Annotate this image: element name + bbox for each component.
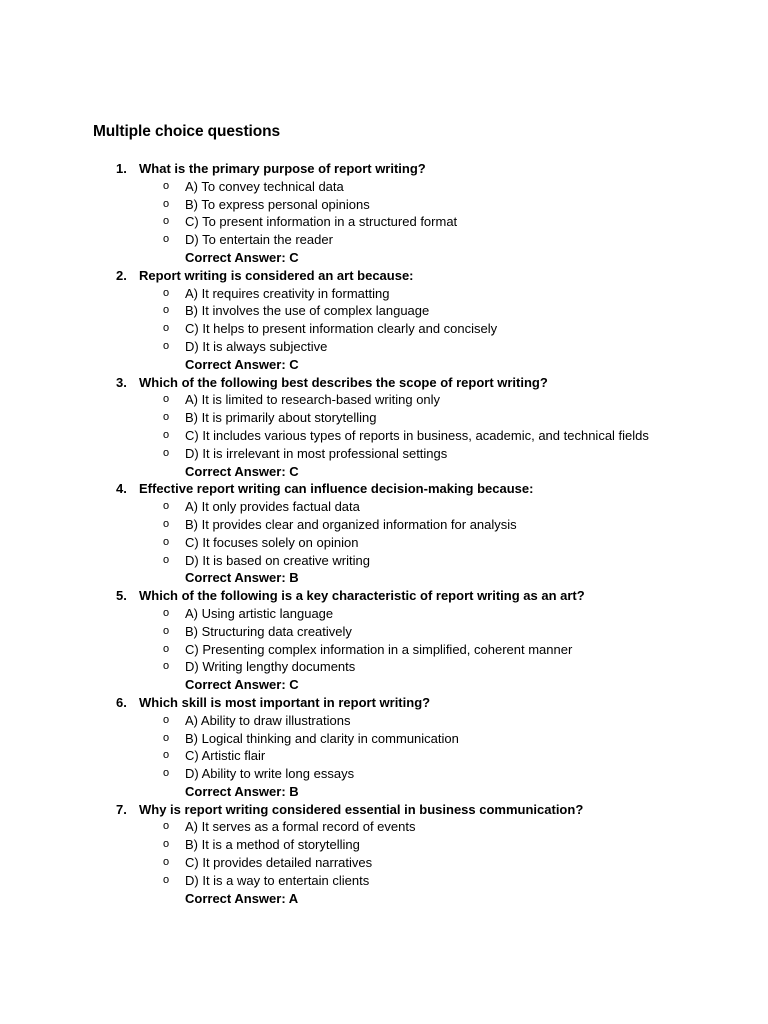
question-number: 6.: [116, 694, 127, 710]
option-text: B) It provides clear and organized information for analysis: [185, 516, 517, 532]
option-text: C) It provides detailed narratives: [185, 855, 373, 871]
correct-answer: Correct Answer: C: [185, 356, 299, 372]
question-item: [93, 694, 693, 801]
bullet-icon: o: [163, 713, 170, 726]
option-text: C) It includes various types of reports in business, academic, and technical fields: [185, 427, 649, 443]
question-line: [93, 480, 693, 498]
option-item: [93, 872, 655, 890]
option-item: [93, 765, 655, 783]
bullet-icon: o: [163, 500, 170, 513]
option-text: A) To convey technical data: [185, 178, 344, 194]
question-text: Which of the following best describes the scope of report writing?: [139, 374, 548, 390]
bullet-icon: o: [163, 767, 170, 780]
option-list: [93, 605, 693, 676]
option-text: C) Artistic flair: [185, 748, 266, 764]
option-item: [93, 409, 655, 427]
option-text: D) It is irrelevant in most professional settings: [185, 445, 448, 461]
correct-answer: Correct Answer: C: [185, 677, 299, 693]
option-item: [93, 605, 655, 623]
option-item: [93, 818, 655, 836]
correct-answer: Correct Answer: B: [185, 783, 299, 799]
option-text: B) Structuring data creatively: [185, 623, 352, 639]
bullet-icon: o: [163, 820, 170, 833]
option-item: [93, 836, 655, 854]
option-text: B) It is a method of storytelling: [185, 837, 360, 853]
option-item: [93, 498, 655, 516]
option-text: B) It is primarily about storytelling: [185, 410, 377, 426]
option-text: D) To entertain the reader: [185, 232, 333, 248]
option-text: D) Ability to write long essays: [185, 766, 355, 782]
option-text: C) It focuses solely on opinion: [185, 534, 359, 550]
question-item: [93, 374, 693, 481]
option-text: A) It requires creativity in formatting: [185, 285, 390, 301]
bullet-icon: o: [163, 838, 170, 851]
bullet-icon: o: [163, 535, 170, 548]
correct-answer: Correct Answer: C: [185, 463, 299, 479]
bullet-icon: o: [163, 411, 170, 424]
question-item: [93, 267, 693, 374]
option-item: [93, 658, 655, 676]
option-text: B) It involves the use of complex language: [185, 303, 430, 319]
option-list: [93, 498, 693, 569]
question-item: [93, 480, 693, 587]
bullet-icon: o: [163, 642, 170, 655]
option-item: [93, 178, 655, 196]
question-number: 7.: [116, 801, 127, 817]
option-item: [93, 747, 655, 765]
question-text: What is the primary purpose of report writing?: [139, 161, 426, 176]
option-list: [93, 818, 693, 889]
option-text: D) Writing lengthy documents: [185, 659, 356, 675]
bullet-icon: o: [163, 179, 170, 192]
option-text: A) It is limited to research-based writing only: [185, 392, 441, 408]
question-line: [93, 160, 693, 178]
option-list: [93, 285, 693, 356]
option-item: [93, 320, 655, 338]
question-line: [93, 801, 693, 819]
bullet-icon: o: [163, 286, 170, 299]
question-number: 4.: [116, 481, 127, 497]
question-number: 2.: [116, 267, 127, 283]
bullet-icon: o: [163, 660, 170, 673]
option-item: [93, 213, 655, 231]
option-text: D) It is based on creative writing: [185, 552, 370, 568]
option-item: [93, 302, 655, 320]
correct-answer: Correct Answer: A: [185, 890, 299, 906]
option-list: [93, 712, 693, 783]
question-number: 3.: [116, 374, 127, 390]
option-text: B) To express personal opinions: [185, 196, 370, 212]
bullet-icon: o: [163, 197, 170, 210]
bullet-icon: o: [163, 215, 170, 228]
option-text: B) Logical thinking and clarity in communication: [185, 730, 459, 746]
question-item: [93, 587, 693, 694]
option-item: [93, 534, 655, 552]
option-item: [93, 552, 655, 570]
option-text: C) To present information in a structured format: [185, 214, 458, 230]
question-line: [93, 267, 693, 285]
question-line: [93, 587, 693, 605]
bullet-icon: o: [163, 339, 170, 352]
bullet-icon: o: [163, 517, 170, 530]
question-line: [93, 694, 693, 712]
bullet-icon: o: [163, 393, 170, 406]
question-text: Why is report writing considered essential in business communication?: [139, 801, 584, 817]
question-number: 1.: [116, 161, 127, 176]
option-text: A) Using artistic language: [185, 605, 334, 621]
option-text: A) It only provides factual data: [185, 499, 360, 515]
question-number: 5.: [116, 588, 127, 604]
question-text: Effective report writing can influence decision-making because:: [139, 481, 534, 497]
bullet-icon: o: [163, 428, 170, 441]
page-title: Multiple choice questions: [93, 123, 280, 140]
option-item: [93, 712, 655, 730]
question-item: [93, 801, 693, 908]
option-item: [93, 854, 655, 872]
option-item: [93, 623, 655, 641]
option-item: [93, 231, 655, 249]
correct-answer: Correct Answer: C: [185, 249, 299, 265]
bullet-icon: o: [163, 446, 170, 459]
bullet-icon: o: [163, 322, 170, 335]
option-item: [93, 338, 655, 356]
bullet-icon: o: [163, 749, 170, 762]
option-text: C) Presenting complex information in a simplified, coherent manner: [185, 641, 573, 657]
question-list: [93, 160, 693, 907]
option-item: [93, 427, 655, 445]
question-line: [93, 374, 693, 392]
question-text: Which of the following is a key characteristic of report writing as an art?: [139, 588, 585, 604]
option-item: [93, 641, 655, 659]
option-item: [93, 516, 655, 534]
bullet-icon: o: [163, 873, 170, 886]
question-text: Report writing is considered an art because:: [139, 267, 414, 283]
bullet-icon: o: [163, 304, 170, 317]
bullet-icon: o: [163, 233, 170, 246]
bullet-icon: o: [163, 553, 170, 566]
option-text: D) It is always subjective: [185, 338, 328, 354]
option-item: [93, 391, 655, 409]
option-list: [93, 178, 693, 249]
option-item: [93, 445, 655, 463]
option-item: [93, 285, 655, 303]
correct-answer: Correct Answer: B: [185, 570, 299, 586]
option-text: D) It is a way to entertain clients: [185, 872, 370, 888]
bullet-icon: o: [163, 624, 170, 637]
option-text: A) It serves as a formal record of events: [185, 819, 416, 835]
option-item: [93, 730, 655, 748]
question-text: Which skill is most important in report writing?: [139, 694, 431, 710]
option-item: [93, 196, 655, 214]
option-text: A) Ability to draw illustrations: [185, 712, 351, 728]
option-text: C) It helps to present information clearly and concisely: [185, 321, 498, 337]
question-item: [93, 160, 693, 267]
bullet-icon: o: [163, 856, 170, 869]
bullet-icon: o: [163, 731, 170, 744]
bullet-icon: o: [163, 606, 170, 619]
option-list: [93, 391, 693, 462]
